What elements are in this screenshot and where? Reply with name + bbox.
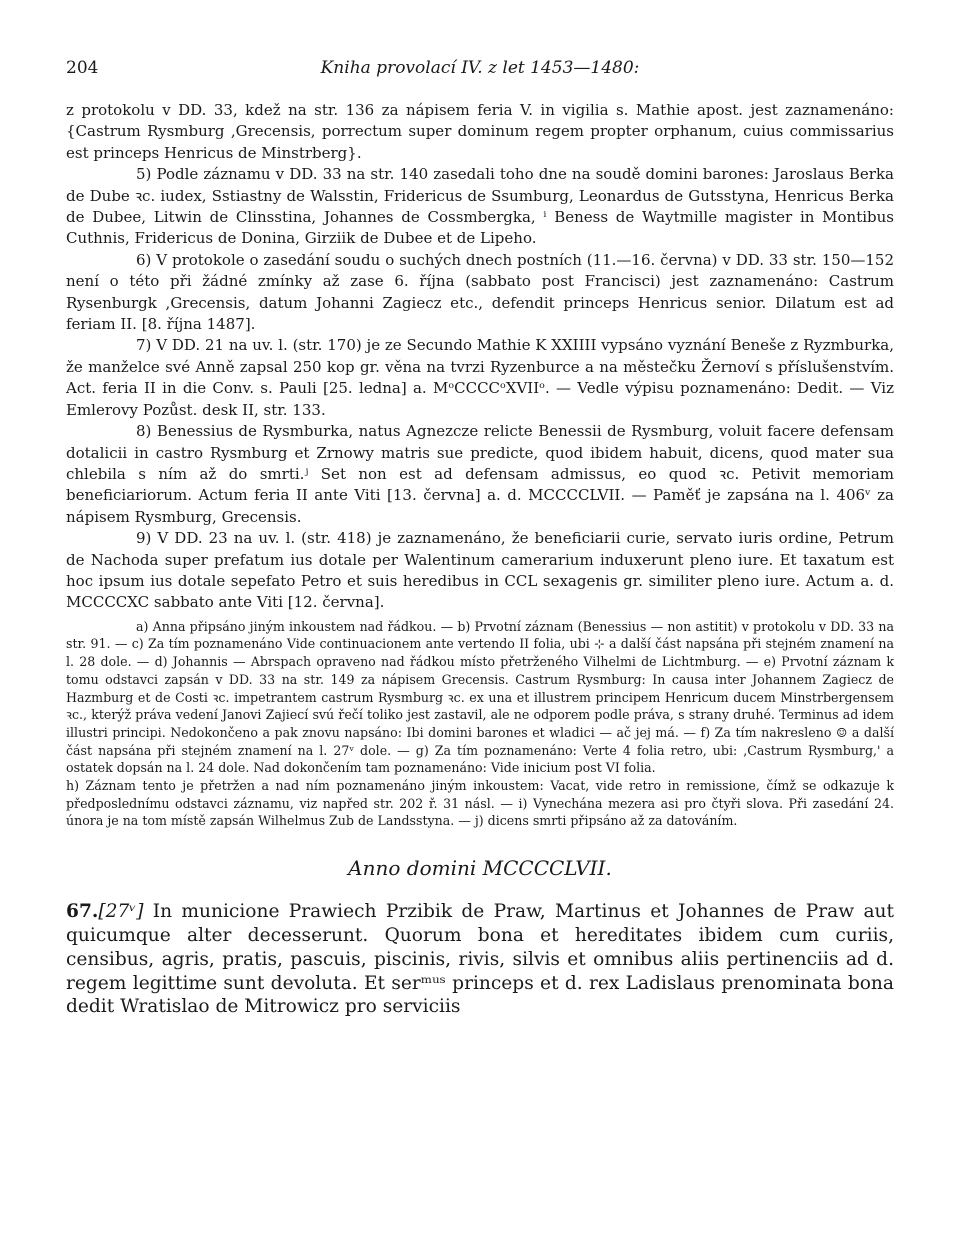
footnote-7: 7) V DD. 21 na uv. l. (str. 170) je ze Secundo Mathie K XXIIII vypsáno vyznání Beneše z Ryzmburka, že manželce své Anně zapsal 250 kop gr. věna na tvrzi Ryzenburce a na městečku Žernoví s příslušenstvím. Act. feria II in die Conv. s. Pauli [25. ledna] a. MᵒCCCCᵒXVIIᵒ. — Vedle výpisu poznamenáno: Dedit. — Viz Emlerovy Pozůst. desk II, str. 133. <box>66 336 894 419</box>
year-heading: Anno domini MCCCCLVII. <box>348 856 612 881</box>
footnote-continuation: z protokolu v DD. 33, kdež na str. 136 za nápisem feria V. in vigilia s. Mathie apost. jest zaznamenáno: {Castrum Rysmburg ,Grecensis, porrectum super dominum regem propter orphanum, cuius commissarius est princeps Henricus de Minstrberg}. <box>66 101 894 162</box>
footnotes-section <box>66 100 894 614</box>
page-number: 204 <box>66 58 99 78</box>
footnote-5: 5) Podle záznamu v DD. 33 na str. 140 zasedali toho dne na soudě domini barones: Jaroslaus Berka de Dube ꝛc. iudex, Sstiastny de Walsstin, Fridericus de Ssumburg, Leonardus de Gutsstyna, Henricus Berka de Dubee, Litwin de Clinsstina, Johannes de Cossmbergka, ⁱ Beness de Waytmille magister in Montibus Cuthnis, Fridericus de Donina, Girziik de Dubee et de Lipeho. <box>66 165 894 248</box>
footnote-6: 6) V protokole o zasedání soudu o suchých dnech postních (11.—16. června) v DD. 33 str. 150—152 není o této při žádné zmínky až zase 6. října (sabbato post Francisci) jest zaznamenáno: Castrum Rysenburgk ,Grecensis, datum Johanni Zagiecz etc., defendit princeps Henricus senior. Dilatum est ad feriam II. [8. října 1487]. <box>66 250 894 334</box>
page-header <box>66 58 894 88</box>
page <box>66 58 894 1019</box>
apparatus-note-h-j: h) Záznam tento je přetržen a nad ním poznamenáno jiným inkoustem: Vacat, vide retro in remissione, čímž se odkazuje k předposlednímu odstavci záznamu, viz napřed str. 202 ř. 31 násl. — i) Vynechána mezera asi pro čtyři slova. Při zasedání 24. února je na tom místě zapsán Wilhelmus Zub de Landsstyna. — j) dicens smrti připsáno až za datováním. <box>66 778 894 829</box>
footnote-8: 8) Benessius de Rysmburka, natus Agnezcze relicte Benessii de Rysmburg, voluit facere defensam dotalicii in castro Rysmburg et Zrnowy matris sue predicte, quod ibidem habuit, dicens, quod mater sua chlebila s ním až do smrti.ʲ Set non est ad defensam admissus, eo quod ꝛc. Petivit memoriam beneficiariorum. Actum feria II ante Viti [13. června] a. d. MCCCCLVII. — Paměť je zapsána na l. 406ᵛ za nápisem Rysmburg, Grecensis. <box>66 422 894 526</box>
entry-67 <box>66 900 894 1019</box>
footnote-9: 9) V DD. 23 na uv. l. (str. 418) je zaznamenáno, že beneficiarii curie, servato iuris ordine, Petrum de Nachoda super prefatum ius dotale per Walentinum camerarium induxerunt pleno iure. Et taxatum est hoc ipsum ius dotale sepefato Petro et suis heredibus in CCL sexagenis gr. similiter pleno iure. Actum a. d. MCCCCXC sabbato ante Viti [12. června]. <box>66 529 894 612</box>
folio-reference: [27ᵛ] <box>98 901 144 923</box>
entry-paragraph <box>66 900 894 1019</box>
entry-number: 67. <box>66 901 99 923</box>
apparatus-note-a-g: a) Anna připsáno jiným inkoustem nad řádkou. — b) Prvotní záznam (Benessius — non astitit) v protokolu v DD. 33 na str. 91. — c) Za tím poznamenáno Vide continuacionem ante vertendo II folia, ubi ⊹ a další část napsána při stejném znamení na l. 28 dole. — d) Johannis — Abrspach opraveno nad řádkou místo přetrženého Vilhelmi de Lichtmburg. — e) Prvotní záznam k tomu odstavci zapsán v DD. 33 na str. 149 za nápisem Grecensis. Castrum Rysmburg: In causa inter Johannem Zagiecz de Hazmburg et de Costi ꝛc. impetrantem castrum Rysmburg ꝛc. ex una et illustrem principem Henricum ducem Minstrbergensem ꝛc., kterýž práva vedení Janovi Zajiecí svú řečí toliko jest zastavil, ale ne odporem podle práva, s strany druhé. Terminus ad idem illustri principi. Nedokončeno a pak znovu napsáno: Ibi domini barones et wladici — ač jej má. — f) Za tím nakresleno ☺ a další část napsána při stejném znamení na l. 27ᵛ dole. — g) Za tím poznamenáno: Verte 4 folia retro, ubi: ,Castrum Rysmburg,' a ostatek dopsán na l. 24 dole. Nad dokončením tam poznamenáno: Vide inicium post VI folia. <box>66 618 894 776</box>
running-title: Kniha provolací IV. z let 1453—1480: <box>320 58 640 78</box>
entry-text: In municione Prawiech Przibik de Praw, Martinus et Johannes de Praw aut quicumque alter decesserunt. Quorum bona et hereditates ibidem cum curiis, censibus, agris, pratis, pascuis, piscinis, rivis, silvis et omnibus aliis pertinenciis ad d. regem legittime sunt devoluta. Et serᵐᵘˢ princeps et d. rex Ladislaus prenominata bona dedit Wratislao de Mitrowicz pro serviciis <box>66 901 894 1018</box>
critical-apparatus <box>66 618 894 830</box>
